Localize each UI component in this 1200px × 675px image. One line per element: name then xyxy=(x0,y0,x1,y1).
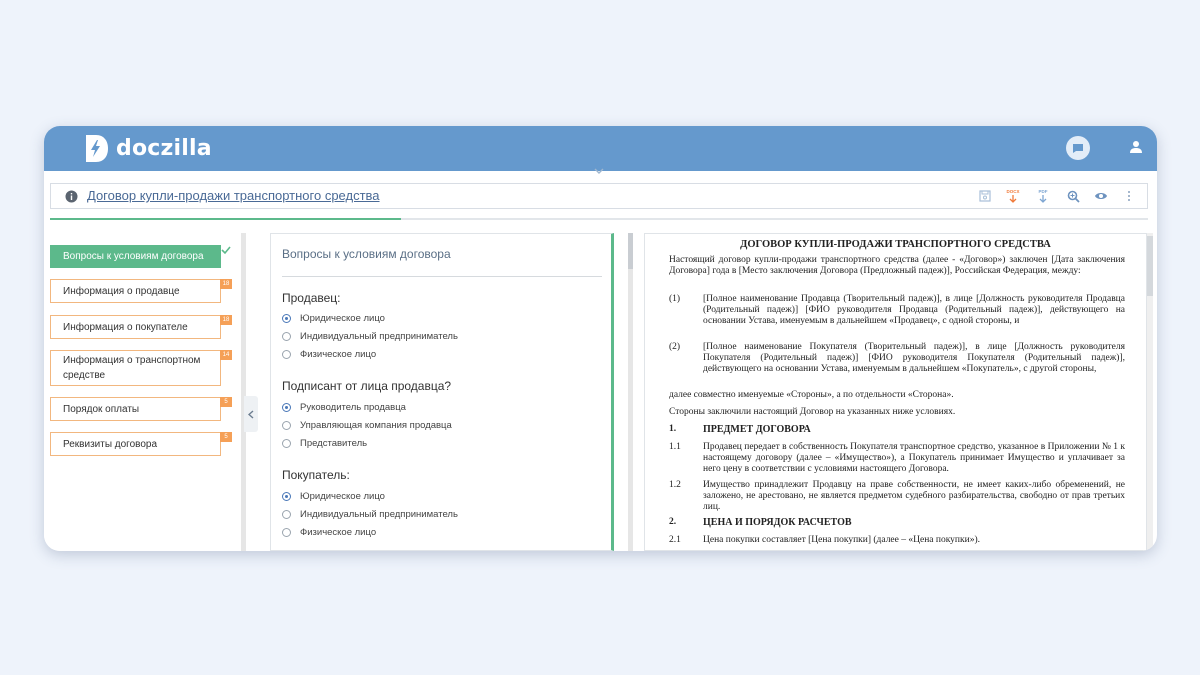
radio-label: Юридическое лицо xyxy=(300,313,385,324)
section-number: 2. xyxy=(669,517,677,527)
count-badge: 5 xyxy=(220,432,232,442)
section-title: ЦЕНА И ПОРЯДОК РАСЧЕТОВ xyxy=(703,517,852,528)
radio-label: Управляющая компания продавца xyxy=(300,420,452,431)
check-icon xyxy=(220,244,232,256)
radio-seller-entrepreneur[interactable] xyxy=(282,331,458,342)
questions-scrollbar[interactable] xyxy=(628,233,633,551)
section-number: 1. xyxy=(669,424,677,434)
radio-buyer-entrepreneur[interactable] xyxy=(282,509,458,520)
sidebar-item-label: Информация о покупателе xyxy=(63,321,188,333)
doczilla-logo[interactable] xyxy=(84,135,212,162)
radio-indicator xyxy=(282,528,291,537)
radio-buyer-legal-entity[interactable] xyxy=(282,491,385,502)
download-pdf-button[interactable] xyxy=(1033,187,1053,205)
clause-number: 1.1 xyxy=(669,442,681,452)
radio-indicator xyxy=(282,421,291,430)
radio-seller-individual[interactable] xyxy=(282,349,376,360)
question-seller: Продавец: xyxy=(282,291,341,305)
radio-label: Руководитель продавца xyxy=(300,402,406,413)
radio-indicator xyxy=(282,510,291,519)
radio-signatory-management-company[interactable] xyxy=(282,420,452,431)
more-vertical-icon xyxy=(1127,190,1131,202)
document-intro: Настоящий договор купли-продажи транспортного средства (далее - «Договор») заключен [Дата заключения Договора] года в [Место заключения Договора (Предложный падеж)], Российская Федерация, между: xyxy=(669,255,1125,276)
chat-icon xyxy=(1072,143,1084,154)
party-buyer: [Полное наименование Покупателя (Творительный падеж)], в лице [Должность руководителя Покупателя (Родительный падеж)] [ФИО руководителя Покупателя (Родительный падеж)], действующего на основании Устава, именуемым в дальнейшем «Покупатель», с другой стороны, xyxy=(703,342,1125,374)
sidebar-item-label: Вопросы к условиям договора xyxy=(63,251,204,262)
sidebar-item-label: Информация о продавце xyxy=(63,285,180,297)
progress-bar xyxy=(50,218,1148,220)
clause-text: Цена покупки составляет [Цена покупки] (далее – «Цена покупки»). xyxy=(703,535,981,545)
sidebar xyxy=(44,233,241,551)
sidebar-item-contract-details[interactable] xyxy=(50,432,228,456)
radio-indicator xyxy=(282,332,291,341)
app-window xyxy=(44,126,1157,551)
progress-fill xyxy=(50,218,401,220)
questions-panel xyxy=(270,233,614,551)
radio-label: Индивидуальный предприниматель xyxy=(300,509,458,520)
questions-heading: Вопросы к условиям договора xyxy=(282,247,451,261)
divider xyxy=(282,276,602,277)
sidebar-item-contract-questions[interactable] xyxy=(50,245,221,268)
document-preview xyxy=(644,233,1147,551)
radio-label: Физическое лицо xyxy=(300,349,377,360)
info-icon[interactable] xyxy=(65,190,78,203)
radio-label: Физическое лицо xyxy=(300,527,377,538)
chevron-down-icon[interactable] xyxy=(594,168,604,174)
parties-together: далее совместно именуемые «Стороны», а по отдельности «Сторона». xyxy=(669,390,954,400)
download-pdf-icon xyxy=(1035,188,1051,204)
party-number: (1) xyxy=(669,294,681,304)
radio-selected-indicator xyxy=(282,403,291,412)
party-number: (2) xyxy=(669,342,681,352)
clause-number: 2.1 xyxy=(669,535,681,545)
party-seller: [Полное наименование Продавца (Творительный падеж)], в лице [Должность руководителя Продавца (Родительный падеж)] [ФИО руководителя Продавца (Родительный падеж)], действующего на основании Устава, именуемым в дальнейшем «Продавец», с одной стороны, и xyxy=(703,294,1125,326)
top-bar xyxy=(44,126,1157,171)
section-title: ПРЕДМЕТ ДОГОВОРА xyxy=(703,424,811,435)
save-icon xyxy=(979,190,991,202)
questions-scroll-thumb[interactable] xyxy=(628,233,633,269)
sidebar-item-label: Реквизиты договора xyxy=(63,438,158,450)
document-title-link[interactable]: Договор купли-продажи транспортного средства xyxy=(87,188,380,203)
sidebar-item-payment-order[interactable] xyxy=(50,397,228,421)
chevron-left-icon xyxy=(248,410,254,419)
save-button[interactable] xyxy=(975,187,995,205)
document-heading: ДОГОВОР КУПЛИ-ПРОДАЖИ ТРАНСПОРТНОГО СРЕДСТВА xyxy=(740,239,1051,250)
radio-label: Представитель xyxy=(300,438,368,449)
radio-buyer-individual[interactable] xyxy=(282,527,376,538)
count-badge: 5 xyxy=(220,397,232,407)
sidebar-item-vehicle-info[interactable] xyxy=(50,350,230,386)
download-docx-button[interactable] xyxy=(1003,187,1023,205)
radio-selected-indicator xyxy=(282,492,291,501)
more-button[interactable] xyxy=(1119,187,1139,205)
parties-agreed: Стороны заключили настоящий Договор на указанных ниже условиях. xyxy=(669,407,956,417)
count-badge: 14 xyxy=(220,350,232,360)
radio-indicator xyxy=(282,439,291,448)
clause-text: Продавец передает в собственность Покупателя транспортное средство, указанное в Приложении № 1 к настоящему договору (далее – «Имущество»), а Покупатель принимает Имущество и уплачивает за него цену в соответствии с условиями настоящего Договора. xyxy=(703,442,1126,474)
chat-button[interactable] xyxy=(1066,136,1090,160)
document-scroll-thumb[interactable] xyxy=(1147,236,1153,296)
pdf-label: PDF xyxy=(1038,189,1048,194)
count-badge: 18 xyxy=(220,279,232,289)
sidebar-item-label: Информация о транспортном средстве xyxy=(63,355,201,381)
sidebar-item-seller-info[interactable] xyxy=(50,279,230,303)
user-icon[interactable] xyxy=(1128,139,1144,155)
zoom-icon xyxy=(1067,190,1080,203)
radio-label: Индивидуальный предприниматель xyxy=(300,331,458,342)
document-toolbar xyxy=(50,183,1148,209)
question-signatory: Подписант от лица продавца? xyxy=(282,379,452,393)
clause-number: 1.2 xyxy=(669,480,681,490)
collapse-sidebar-button[interactable] xyxy=(244,396,258,432)
docx-label: DOCX xyxy=(1006,189,1020,194)
radio-selected-indicator xyxy=(282,314,291,323)
logo-mark-icon xyxy=(84,135,108,162)
question-buyer: Покупатель: xyxy=(282,468,350,482)
eye-icon xyxy=(1094,191,1108,201)
radio-signatory-head[interactable] xyxy=(282,402,406,413)
download-docx-icon xyxy=(1005,188,1021,204)
count-badge: 18 xyxy=(220,315,232,325)
clause-text: Имущество принадлежит Продавцу на праве собственности, не имеет каких-либо обременений, не заложено, не арестовано, не является предметом судебного разбирательства, свободно от прав третьих лиц. xyxy=(703,480,1125,512)
preview-button[interactable] xyxy=(1091,187,1111,205)
radio-seller-legal-entity[interactable] xyxy=(282,313,385,324)
radio-signatory-representative[interactable] xyxy=(282,438,367,449)
radio-label: Юридическое лицо xyxy=(300,491,385,502)
zoom-button[interactable] xyxy=(1063,187,1083,205)
sidebar-item-buyer-info[interactable] xyxy=(50,315,230,339)
logo-text: doczilla xyxy=(116,136,212,161)
sidebar-scrollbar[interactable] xyxy=(241,233,246,551)
radio-indicator xyxy=(282,350,291,359)
sidebar-item-label: Порядок оплаты xyxy=(63,403,140,415)
